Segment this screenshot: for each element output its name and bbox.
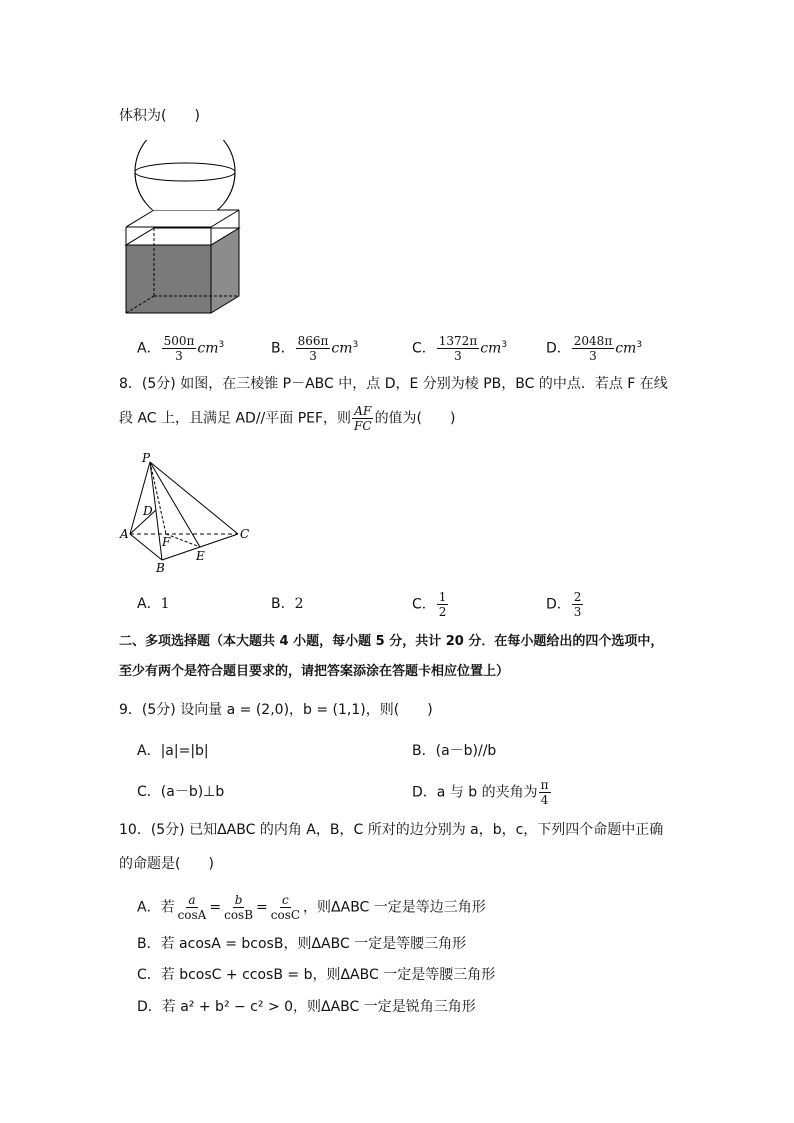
q8-option-b[interactable]: B．2 xyxy=(271,596,304,612)
label-b: B xyxy=(156,561,165,575)
q7-option-d[interactable]: D． $\frac{2048\pi}{3}$ $cm^3$ xyxy=(546,334,643,363)
label-e: E xyxy=(196,549,205,563)
q8-option-d[interactable]: D． $\frac{2}{3}$ xyxy=(546,590,582,619)
label-d: D xyxy=(143,504,153,518)
q9-option-c[interactable]: C．(a－b)⊥b xyxy=(137,784,225,800)
label-p: P xyxy=(142,451,151,465)
q10-stem-line1: 10．(5分) 已知ΔABC 的内角 A，B，C 所对的边分别为 a，b，c，下列四个命题中正确 xyxy=(119,822,664,838)
section2-heading-line2: 至少有两个是符合题目要求的，请把答案添涂在答题卡相应位置上） xyxy=(119,664,510,679)
section2-heading-line1: 二、多项选择题（本大题共 4 小题，每小题 5 分，共计 20 分．在每小题给出的四个选项中， xyxy=(119,634,664,649)
q8-stem-line1: 8．(5分) 如图，在三棱锥 P－ABC 中，点 D，E 分别为棱 PB，BC 的中点．若点 F 在线 xyxy=(119,376,668,392)
q9-option-b[interactable]: B．(a－b)//b xyxy=(412,743,497,759)
q7-option-a[interactable]: A． $\frac{500\pi}{3}$ $cm^3$ xyxy=(137,334,225,363)
label-c: C xyxy=(240,527,250,541)
q10-stem-line2: 的命题是( ) xyxy=(119,856,214,872)
q9-option-d[interactable]: D．a 与 b 的夹角为 $\frac{\pi}{4}$ xyxy=(412,778,549,807)
q7-stem-tail: 体积为( ) xyxy=(119,108,200,124)
q8-option-a[interactable]: A．1 xyxy=(137,596,170,612)
q8-stem-line2: 段 AC 上，且满足 AD//平面 PEF，则 $\frac{AF}{FC}$ 的值为( ) xyxy=(119,404,456,433)
label-f: F xyxy=(162,535,171,549)
q8-figure xyxy=(118,448,258,578)
q7-option-c[interactable]: C． $\frac{1372\pi}{3}$ $cm^3$ xyxy=(412,334,508,363)
q10-option-b[interactable]: B．若 acosA = bcosB，则ΔABC 一定是等腰三角形 xyxy=(137,936,467,952)
q7-figure xyxy=(118,140,258,320)
q10-option-a[interactable]: A．若 $\frac{a}{\cos A}$ = $\frac{b}{\cos B}$ = $\frac{c}{\cos C}$ ，则ΔABC 一定是等边三角形 xyxy=(137,893,486,922)
q9-option-a[interactable]: A．|a|=|b| xyxy=(137,743,209,759)
label-a: A xyxy=(120,527,129,541)
q9-stem: 9．(5分) 设向量 a = (2,0)，b = (1,1)，则( ) xyxy=(119,702,433,718)
q10-option-d[interactable]: D．若 a² + b² − c² > 0，则ΔABC 一定是锐角三角形 xyxy=(137,999,476,1015)
q7-option-b[interactable]: B． $\frac{866\pi}{3}$ $cm^3$ xyxy=(271,334,359,363)
q8-option-c[interactable]: C． $\frac{1}{2}$ xyxy=(412,590,447,619)
q10-option-c[interactable]: C．若 bcosC + ccosB = b，则ΔABC 一定是等腰三角形 xyxy=(137,967,496,983)
